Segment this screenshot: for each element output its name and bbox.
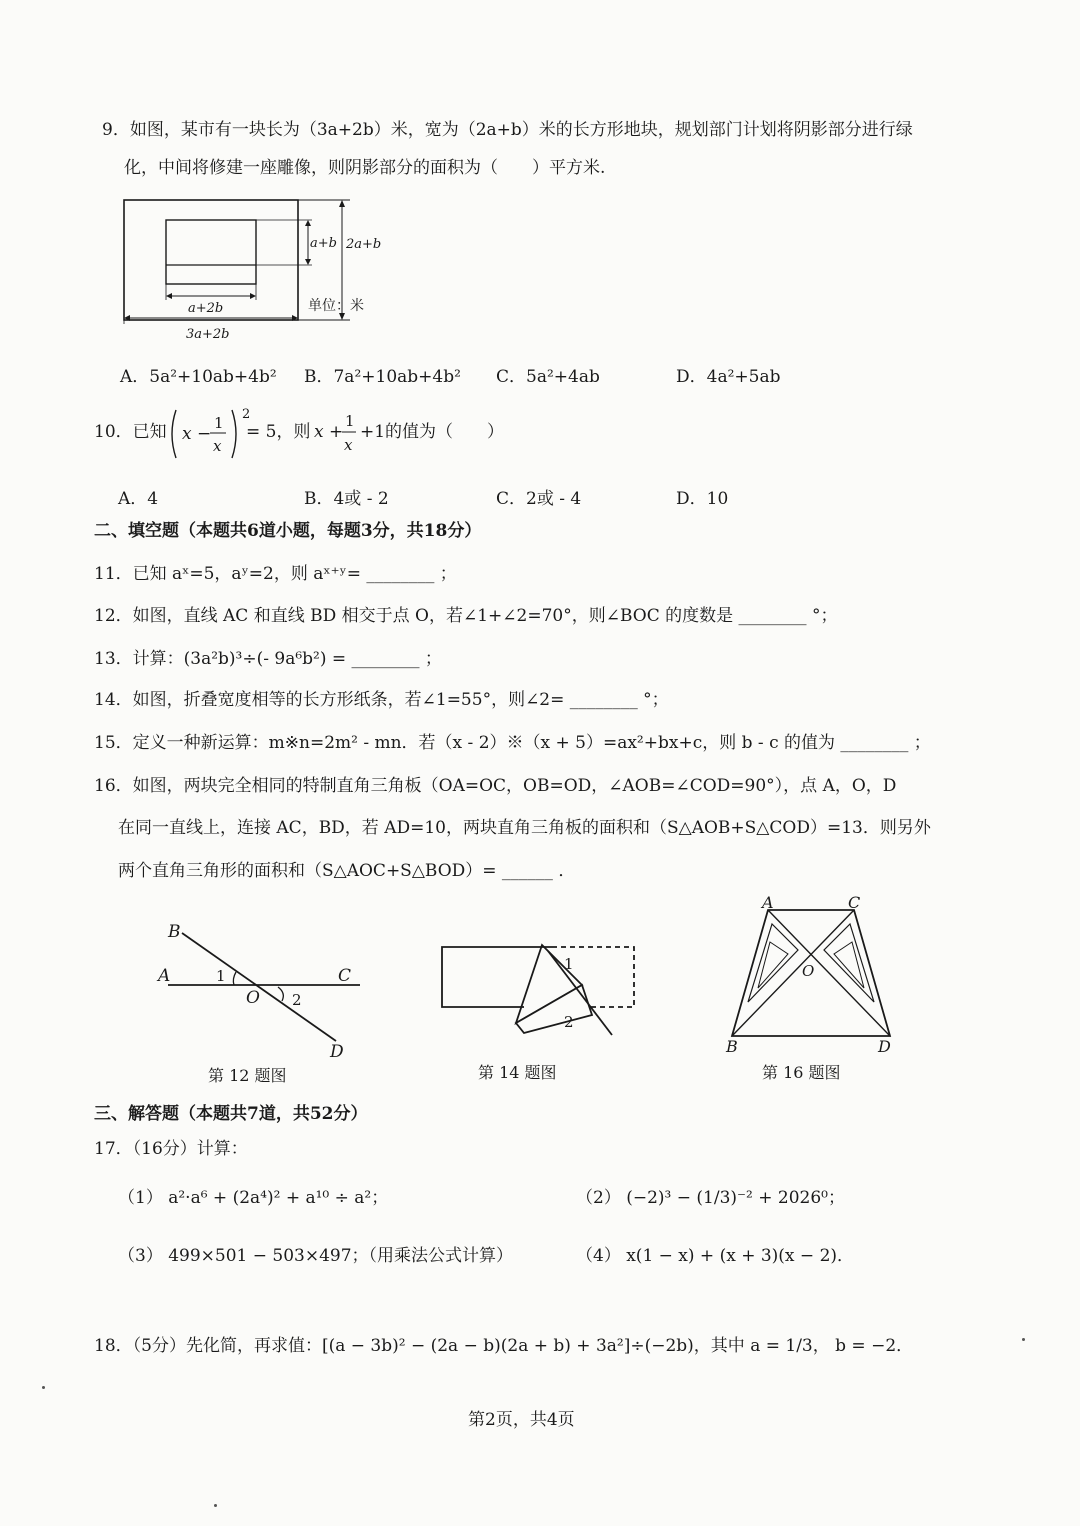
scan-speck (1022, 1338, 1025, 1341)
fig12-angle-2: 2 (292, 991, 302, 1009)
fig12-label-d: D (330, 1042, 344, 1062)
q10-fraction (340, 408, 360, 458)
q9-option-a: A．5a²+10ab+4b² (120, 367, 277, 387)
fig12-label-c: C (338, 966, 352, 986)
scan-speck (214, 1504, 217, 1507)
q10-tail: +1的值为（ ） (360, 422, 505, 442)
q12: 12．如图，直线 AC 和直线 BD 相交于点 O，若∠1+∠2=70°，则∠BOC 的度数是 ________ °； (94, 606, 838, 626)
fig16-label-a: A (762, 893, 774, 912)
q10-option-d: D．10 (676, 489, 729, 509)
section-3-heading: 三、解答题（本题共7道，共52分） (94, 1104, 368, 1124)
q13: 13．计算：(3a²b)³÷(- 9a⁶b²) = ________ ； (94, 649, 442, 669)
q11: 11．已知 aˣ=5，aʸ=2，则 aˣ⁺ʸ= ________ ； (94, 564, 457, 584)
q9-option-d: D．4a²+5ab (676, 367, 781, 387)
figure-14 (432, 935, 632, 1045)
q9-line2: 化，中间将修建一座雕像，则阴影部分的面积为（ ）平方米. (124, 158, 606, 178)
q16-line1: 16．如图，两块完全相同的特制直角三角板（OA=OC，OB=OD，∠AOB=∠COD=90°），点 A，O，D (94, 776, 897, 796)
fig16-caption: 第 16 题图 (762, 1063, 841, 1082)
fig16-label-o: O (802, 962, 815, 980)
q15: 15．定义一种新运算：m※n=2m² - mn．若（x - 2）※（x + 5）=ax²+bx+c，则 b - c 的值为 ________ ； (94, 733, 931, 753)
q9-option-c: C．5a²+4ab (496, 367, 600, 387)
page-footer: 第2页，共4页 (468, 1410, 575, 1430)
fig12-caption: 第 12 题图 (208, 1066, 287, 1085)
q10-prefix: 10．已知 (94, 422, 167, 442)
q9-label-a-plus-b: a+b (310, 236, 337, 251)
q10-frac2-den: x (344, 436, 353, 454)
fig14-caption: 第 14 题图 (478, 1063, 557, 1082)
q10-option-b: B．4或 - 2 (304, 489, 389, 509)
q9-label-3a-plus-2b: 3a+2b (186, 327, 230, 342)
fig14-angle-1: 1 (564, 955, 574, 973)
q9-unit: 单位：米 (308, 298, 364, 314)
q16-line2: 在同一直线上，连接 AC，BD，若 AD=10，两块直角三角板的面积和（S△AOB+S△COD）=13．则另外 (118, 818, 931, 838)
fig12-label-a: A (158, 966, 171, 986)
scan-speck (42, 1386, 45, 1389)
fig16-label-d: D (878, 1037, 891, 1056)
q10-exponent: 2 (242, 407, 251, 422)
q9-label-a-plus-2b: a+2b (188, 301, 224, 316)
q17-part-3: （3） 499×501 − 503×497；（用乘法公式计算） (118, 1246, 514, 1266)
q10-base: x − (182, 424, 212, 444)
q9-option-b: B．7a²+10ab+4b² (304, 367, 461, 387)
q10-frac-num: 1 (214, 414, 224, 432)
q9-label-2a-plus-b: 2a+b (346, 237, 382, 252)
q17-title: 17．（16分）计算： (94, 1139, 248, 1159)
q17-part-2: （2） (−2)³ − (1/3)⁻² + 2026⁰； (576, 1188, 845, 1208)
fig16-label-b: B (726, 1037, 738, 1056)
q10-equals: = 5，则 (246, 422, 311, 442)
section-2-heading: 二、填空题（本题共6道小题，每题3分，共18分） (94, 521, 482, 541)
figure-12 (150, 915, 370, 1065)
q16-line3: 两个直角三角形的面积和（S△AOC+S△BOD）= ______ ． (118, 861, 576, 881)
fig12-angle-1: 1 (216, 967, 226, 985)
q18: 18．（5分）先化简，再求值：[(a − 3b)² − (2a − b)(2a + b) + 3a²]÷(−2b)，其中 a = 1/3， b = −2． (94, 1336, 914, 1356)
q17-part-4: （4） x(1 − x) + (x + 3)(x − 2)． (576, 1246, 855, 1266)
q17-part-1: （1） a²·a⁶ + (2a⁴)² + a¹⁰ ÷ a²； (118, 1188, 389, 1208)
q10-frac-den: x (213, 437, 222, 455)
q9-line1: 9．如图，某市有一块长为（3a+2b）米，宽为（2a+b）米的长方形地块，规划部门计划将阴影部分进行绿 (102, 120, 913, 140)
q10-option-a: A．4 (118, 489, 159, 509)
fig16-label-c: C (848, 893, 861, 912)
fig14-angle-2: 2 (564, 1013, 574, 1031)
q14: 14．如图，折叠宽度相等的长方形纸条，若∠1=55°，则∠2= ________ °； (94, 690, 669, 710)
q10-expr: x + (314, 422, 344, 442)
q10-frac2-num: 1 (345, 412, 355, 430)
figure-16 (718, 890, 898, 1060)
fig12-label-o: O (246, 988, 260, 1008)
q10-option-c: C．2或 - 4 (496, 489, 582, 509)
fig12-label-b: B (168, 922, 181, 942)
q9-figure (110, 188, 410, 348)
